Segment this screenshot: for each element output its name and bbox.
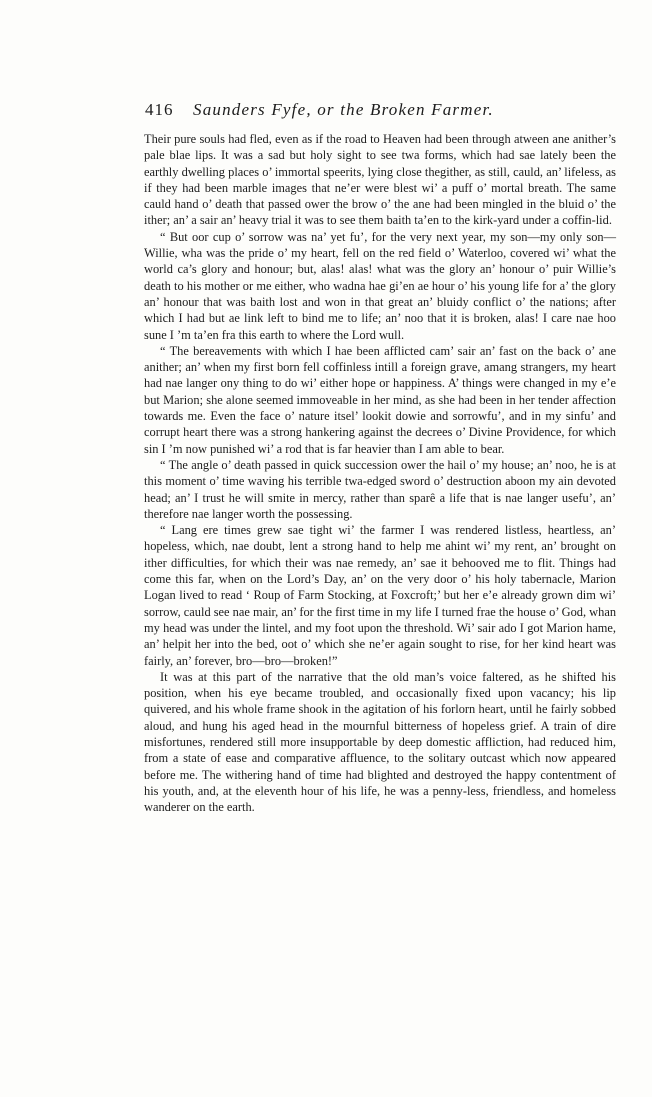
paragraph-1: Their pure souls had fled, even as if the road to Heaven had been through atween ane anither’s pale blae lips. It was a sad but holy sight to see twa forms, which had sae lately been the earthly dwelling places o’ immortal speerits, lying close thegither, as still, cauld, an’ lifeless, as if they had been marble images that ne’er were blest wi’ a puff o’ mortal breath. The same cauld hand o’ death that passed ower the brow o’ the ane had been mingled in the bluid o’ the ither; an’ a sair an’ heavy trial it was to see them baith ta’en to the kirk-yard under a coffin-lid. [144, 132, 616, 228]
paragraph-6: It was at this part of the narrative that the old man’s voice faltered, as he shifted his position, when his eye became troubled, and occasionally fixed upon vacancy; his lip quivered, and his whole frame shook in the agitation of his forlorn heart, until he fairly sobbed aloud, and hung his aged head in the mournful bitterness of hopeless grief. A train of dire misfortunes, rendered still more insupportable by deep domestic affliction, had reduced him, from a state of ease and comparative affluence, to the solitary outcast which now appeared before me. The withering hand of time had blighted and destroyed the happy contentment of his youth, and, at the eleventh hour of his life, he was a penny-less, friendless, and homeless wanderer on the earth. [144, 669, 616, 815]
running-title: Saunders Fyfe, or the Broken Farmer. [193, 100, 494, 119]
running-head [145, 98, 615, 122]
page-number: 416 [145, 100, 174, 119]
paragraph-4: “ The angle o’ death passed in quick succession ower the hail o’ my house; an’ noo, he is at this moment o’ time waving his terrible twa-edged sword o’ destruction aboon my ain devoted head; an’ I trust he will smite in mercy, rather than sparê a life that is nae langer usefu’, an’ therefore nae langer worth the possessing. [144, 457, 616, 521]
paragraph-3: “ The bereavements with which I hae been afflicted cam’ sair an’ fast on the back o’ ane anither; an’ when my first born fell coffinless intill a foreign grave, amang strangers, my heart had nae langer ony thing to do wi’ either hope or happiness. A’ things were changed in my e’e but Marion; she alone seemed immoveable in her mind, as she had been in her tender affection towards me. Even the face o’ nature itsel’ lookit dowie and sorrowfu’, and in my sinfu’ and corrupt heart there was a strong hankering against the decrees o’ Divine Providence, for which sin I ’m now punished wi’ a rod that is far heavier than I am able to bear. [144, 343, 616, 456]
paragraph-2: “ But oor cup o’ sorrow was na’ yet fu’, for the very next year, my son—my only son—Willie, wha was the pride o’ my heart, fell on the red field o’ Waterloo, covered wi’ what the world ca’s glory and honour; but, alas! alas! what was the glory an’ honour o’ puir Willie’s death to his mother or me either, who wadna hae gi’en ae hour o’ his young life for a’ the glory an’ honour that was baith lost and won in that great an’ bluidy conflict o’ the nations; after which I had but ae link left to bind me to life; an’ noo that it is broken, alas! I care nae hoo sune I ’m ta’en fra this earth to where the Lord wull. [144, 229, 616, 342]
body-text [144, 131, 616, 815]
paragraph-5: “ Lang ere times grew sae tight wi’ the farmer I was rendered listless, heartless, an’ hopeless, which, nae doubt, lent a strong hand to help me ahint wi’ my rent, an’ brought on ither difficulties, for which their was nae remedy, an’ sae it behooved me to flit. Things had come this far, when on the Lord’s Day, an’ on the very door o’ his holy tabernacle, Marion Logan lived to read ‘ Roup of Farm Stocking, at Foxcroft;’ but her e’e already grown dim wi’ sorrow, cauld see nae mair, an’ for the first time in my life I turned frae the house o’ God, whan my head was under the lintel, and my foot upon the threshold. Wi’ sair ado I got Marion hame, an’ helpit her into the bed, oot o’ which she ne’er again sought to rise, for her kind heart was fairly, an’ forever, bro—bro—broken!” [144, 523, 617, 668]
